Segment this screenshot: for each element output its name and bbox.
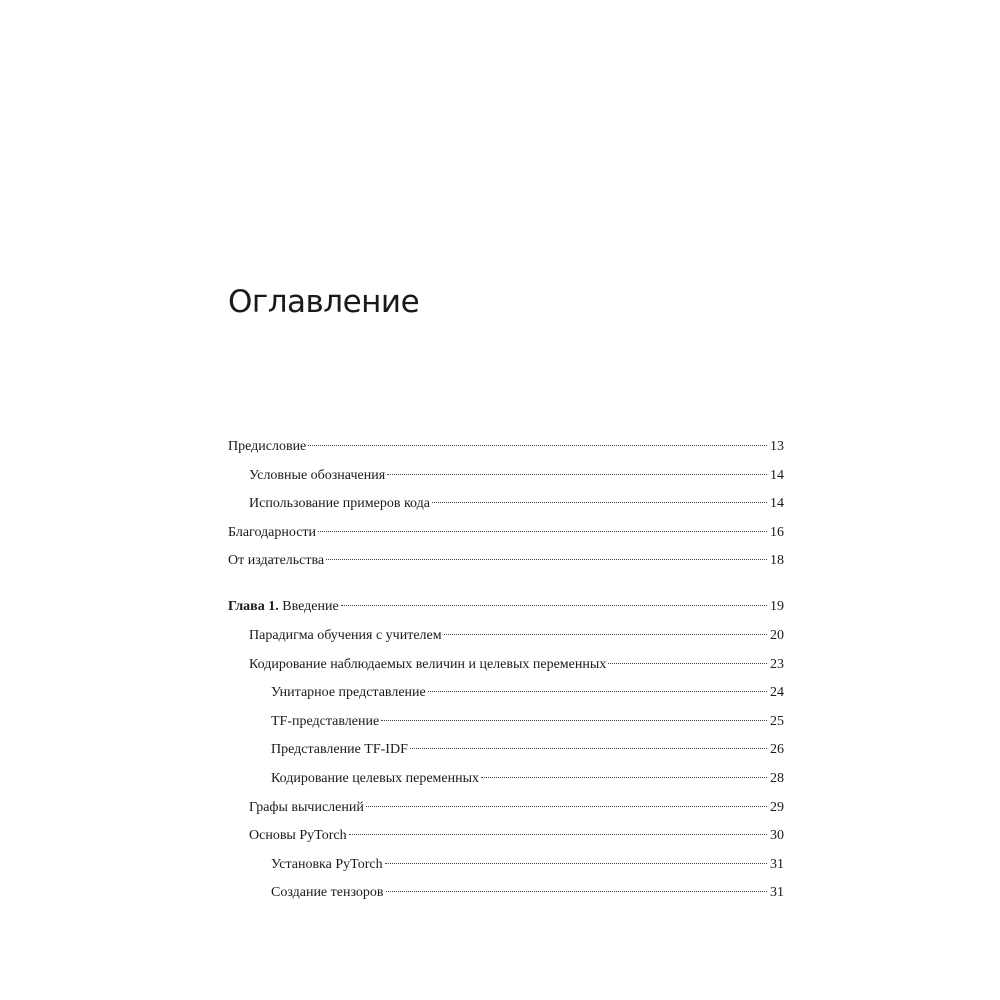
toc-entry-create-tensors[interactable]: [271, 881, 784, 905]
toc-entry-label: Условные обозначения: [249, 468, 386, 483]
table-of-contents: [228, 0, 784, 1000]
toc-page-number: 31: [770, 857, 784, 872]
toc-page-number: 16: [770, 525, 784, 540]
chapter-title: Введение: [282, 599, 339, 614]
toc-page-number: 28: [770, 771, 784, 786]
toc-page-number: 18: [770, 553, 784, 568]
toc-entry-label: Представление TF-IDF: [271, 742, 408, 757]
toc-entry-tf-idf[interactable]: [271, 738, 784, 762]
toc-entry-label: Создание тензоров: [271, 885, 384, 900]
toc-page-number: 31: [770, 885, 784, 900]
toc-entry-label: От издательства: [228, 553, 325, 568]
toc-entry-encoding[interactable]: [249, 653, 784, 677]
dot-leader: [308, 445, 767, 446]
toc-entry-label: Графы вычислений: [249, 800, 364, 815]
toc-entry-tf[interactable]: [271, 710, 784, 734]
toc-entry-label: [228, 595, 339, 619]
dot-leader: [444, 634, 767, 635]
toc-page-number: 14: [770, 468, 784, 483]
toc-entry-label: Установка PyTorch: [271, 857, 383, 872]
toc-entry-install-pytorch[interactable]: [271, 853, 784, 877]
toc-entry-label: Благодарности: [228, 525, 317, 540]
dot-leader: [387, 474, 767, 475]
toc-entry-computational-graphs[interactable]: [249, 796, 784, 820]
dot-leader: [410, 748, 767, 749]
toc-page-number: 13: [770, 439, 784, 454]
toc-entry-label: Унитарное представление: [271, 685, 426, 700]
toc-entry-conventions[interactable]: [249, 464, 784, 488]
dot-leader: [386, 891, 767, 892]
dot-leader: [341, 605, 767, 606]
toc-page-number: 30: [770, 828, 784, 843]
dot-leader: [432, 502, 767, 503]
toc-entry-label: Парадигма обучения с учителем: [249, 628, 442, 643]
toc-entry-label: Основы PyTorch: [249, 828, 347, 843]
toc-page-number: 24: [770, 685, 784, 700]
toc-entry-preface[interactable]: [228, 435, 784, 459]
toc-entry-label: Предисловие: [228, 439, 307, 454]
toc-entry-from-publisher[interactable]: [228, 549, 784, 573]
toc-entry-supervised-learning[interactable]: [249, 624, 784, 648]
toc-page-number: 20: [770, 628, 784, 643]
dot-leader: [481, 777, 767, 778]
toc-entry-code-examples[interactable]: [249, 492, 784, 516]
toc-entry-label: TF-представление: [271, 714, 380, 729]
dot-leader: [326, 559, 767, 560]
toc-page-number: 25: [770, 714, 784, 729]
dot-leader: [318, 531, 767, 532]
toc-entry-chapter-1[interactable]: [228, 595, 784, 619]
toc-entry-label: Использование примеров кода: [249, 496, 430, 511]
toc-entry-pytorch-basics[interactable]: [249, 824, 784, 848]
toc-page-number: 23: [770, 657, 784, 672]
toc-page-number: 19: [770, 599, 784, 614]
toc-page-number: 14: [770, 496, 784, 511]
dot-leader: [349, 834, 767, 835]
dot-leader: [428, 691, 767, 692]
toc-entry-label: Кодирование целевых переменных: [271, 771, 479, 786]
toc-entry-one-hot[interactable]: [271, 681, 784, 705]
toc-entry-label: Кодирование наблюдаемых величин и целевых переменных: [249, 657, 607, 672]
dot-leader: [385, 863, 767, 864]
chapter-prefix: Глава 1.: [228, 599, 279, 614]
page-title: Оглавление: [228, 284, 420, 320]
toc-page-number: 26: [770, 742, 784, 757]
dot-leader: [381, 720, 767, 721]
toc-entry-acknowledgements[interactable]: [228, 521, 784, 545]
dot-leader: [608, 663, 767, 664]
dot-leader: [366, 806, 767, 807]
toc-page-number: 29: [770, 800, 784, 815]
toc-entry-target-encoding[interactable]: [271, 767, 784, 791]
